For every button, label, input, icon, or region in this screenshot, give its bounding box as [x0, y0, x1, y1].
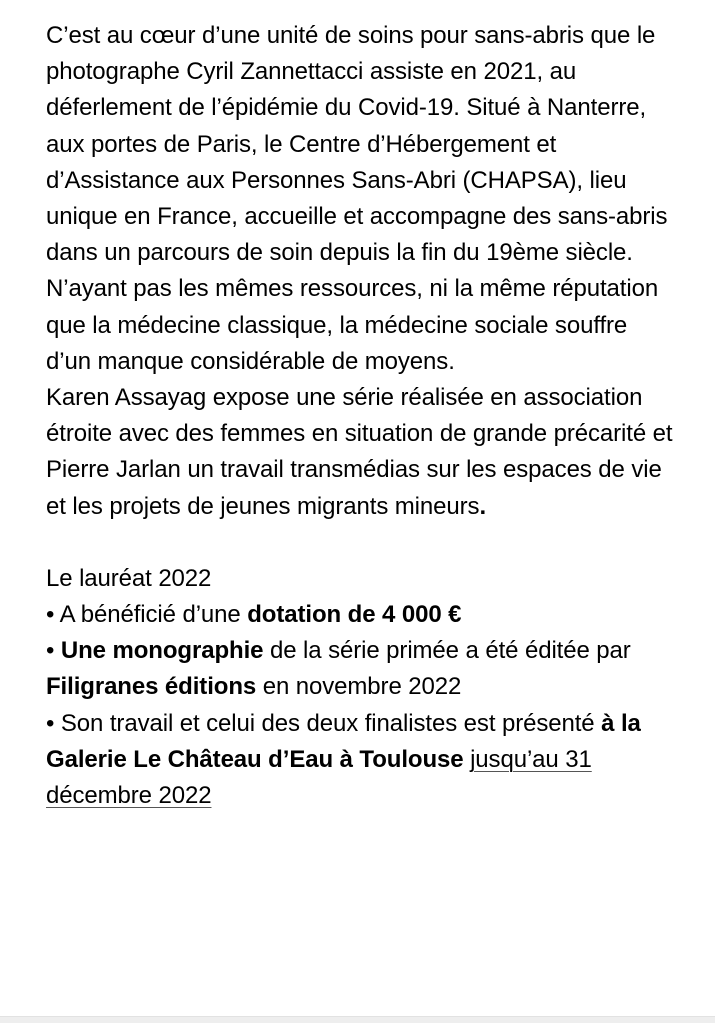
bottom-divider: [0, 1016, 715, 1023]
list-item-exposition: [46, 706, 676, 815]
bullet-marker: •: [46, 637, 55, 665]
monographie-label: Une monographie: [60, 637, 264, 665]
laureate-heading: Le lauréat 2022: [46, 564, 212, 592]
exposition-prefix: Son travail et celui des deux finalistes est présenté: [60, 709, 602, 737]
exhibitors-period: .: [479, 492, 487, 520]
paragraph-spacer: [46, 525, 676, 561]
intro-paragraph: [46, 18, 676, 525]
monographie-suffix: en novembre 2022: [256, 673, 462, 701]
bullet-marker: •: [46, 601, 55, 629]
monographie-mid: de la série primée a été éditée par: [263, 637, 631, 665]
list-item-monographie: [46, 633, 676, 705]
exhibitors-text: Karen Assayag expose une série réalisée en association étroite avec des femmes en situation de grande précarité et Pierre Jarlan un travail transmédias sur les espaces de vie et les projets de jeunes migrants mineurs: [46, 384, 673, 520]
bullet-marker: •: [46, 709, 55, 737]
list-item-dotation: [46, 597, 676, 633]
article-body: [46, 18, 676, 814]
dotation-amount: dotation de 4 000 €: [247, 601, 462, 629]
dotation-prefix: A bénéficié d’une: [59, 601, 248, 629]
publisher-name: Filigranes éditions: [46, 673, 257, 701]
exhibition-dates-link[interactable]: jusqu’au 31 décembre 2022: [46, 745, 592, 810]
intro-text: C’est au cœur d’une unité de soins pour sans-abris que le photographe Cyril Zannettacci assiste en 2021, au déferlement de l’épidémie du Covid-19. Situé à Nanterre, aux portes de Paris, le Centre d’Hébergement et d’Assistance aux Personnes Sans-Abri (CHAPSA), lieu unique en France, accueille et accompagne des sans-abris dans un parcours de soin depuis la fin du 19ème siècle. N’ayant pas les mêmes ressources, ni la même réputation que la médecine classique, la médecine sociale souffre d’un manque considérable de moyens.: [46, 22, 668, 375]
gallery-location: à la Galerie Le Château d’Eau à Toulouse: [46, 709, 641, 773]
